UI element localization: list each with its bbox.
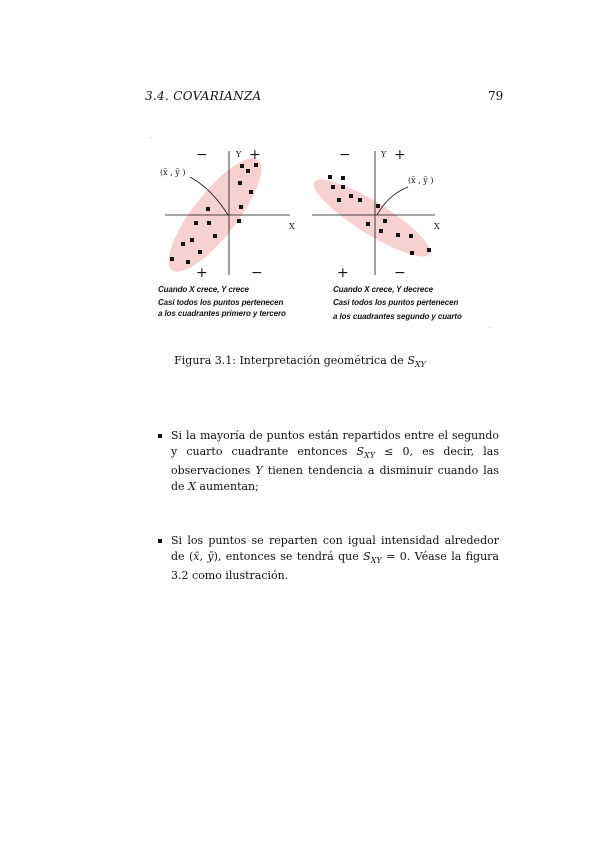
left-point xyxy=(213,234,217,238)
left-caption-line1: Cuando X crece, Y crece xyxy=(158,285,249,294)
right-sign-top-left: − xyxy=(339,147,351,163)
bullet-1-text-a: Si la mayoría de puntos están repartidos entre el segundo y cuarto cuadrante entonces xyxy=(171,429,499,458)
right-panel xyxy=(306,151,438,275)
right-y-label: Y xyxy=(381,150,387,159)
right-point xyxy=(366,222,370,226)
right-point xyxy=(331,185,335,189)
right-point xyxy=(427,248,431,252)
bullet-marker xyxy=(158,434,162,438)
left-point xyxy=(238,181,242,185)
figure-3-1 xyxy=(150,145,500,330)
bullet-2-math-mean: x̄, ȳ xyxy=(193,549,214,563)
right-point xyxy=(409,234,413,238)
bullet-1-math-sub: XY xyxy=(364,450,376,460)
stray-mark: . xyxy=(150,133,152,140)
right-point xyxy=(341,176,345,180)
caption-subscript: XY xyxy=(414,360,426,370)
right-point xyxy=(358,198,362,202)
left-point xyxy=(170,257,174,261)
left-sign-bottom-left: + xyxy=(196,265,208,281)
left-x-label: X xyxy=(289,222,295,231)
caption-symbol: S xyxy=(407,354,415,367)
bullet-1-math-s: S xyxy=(356,444,365,458)
scatter-diagrams xyxy=(150,145,500,285)
bullet-1-math-x: X xyxy=(188,479,196,493)
left-point xyxy=(186,260,190,264)
left-point xyxy=(194,221,198,225)
left-point xyxy=(207,221,211,225)
bullet-1-text-c: tienen tendencia a disminuir cuando las de xyxy=(171,464,499,493)
left-sign-bottom-right: − xyxy=(251,265,263,281)
right-point xyxy=(383,219,387,223)
left-point xyxy=(240,164,244,168)
bullet-1-math-y: Y xyxy=(255,464,263,478)
right-point xyxy=(349,194,353,198)
caption-text: Figura 3.1: Interpretación geométrica de xyxy=(174,354,408,367)
left-sign-top-left: − xyxy=(196,147,208,163)
bullet-2-math-sub: XY xyxy=(370,555,382,565)
right-caption-line2: Casi todos los puntos pertenecen xyxy=(333,298,459,307)
right-sign-bottom-left: + xyxy=(337,265,349,281)
bullet-2-text-b: ), entonces se tendrá que xyxy=(213,549,364,563)
left-point xyxy=(239,205,243,209)
right-point xyxy=(396,233,400,237)
right-caption-line1: Cuando X crece, Y decrece xyxy=(333,285,433,294)
right-point xyxy=(376,204,380,208)
right-point xyxy=(337,198,341,202)
left-point xyxy=(254,163,258,167)
bullet-paragraph-2 xyxy=(171,533,499,584)
page-header-section: 3.4. COVARIANZA xyxy=(145,89,262,103)
right-mean-label: (x̄ , ȳ ) xyxy=(408,176,434,185)
right-point xyxy=(410,251,414,255)
left-point xyxy=(237,219,241,223)
figure-caption xyxy=(0,354,600,369)
right-sign-bottom-right: − xyxy=(394,265,406,281)
left-point xyxy=(198,250,202,254)
bullet-2-text-c: = 0. Véase la figura 3.2 como ilustración. xyxy=(171,549,499,583)
left-y-label: Y xyxy=(236,150,242,159)
right-point xyxy=(379,229,383,233)
left-point xyxy=(181,242,185,246)
left-caption-line2: Casi todos los puntos pertenecen xyxy=(158,298,284,307)
left-sign-top-right: + xyxy=(249,147,261,163)
bullet-1-text-d: aumentan; xyxy=(195,479,259,493)
bullet-2-math-s: S xyxy=(363,549,371,563)
right-caption-line3: a los cuadrantes segundo y cuarto xyxy=(333,312,462,321)
bullet-2-text-a: Si los puntos se reparten con igual intensidad alrededor de ( xyxy=(171,534,499,563)
right-sign-top-right: + xyxy=(394,147,406,163)
bullet-1-text-b: ≤ 0, es decir, las observaciones xyxy=(171,444,499,478)
left-mean-label: (x̄ , ȳ ) xyxy=(160,168,186,177)
bullet-paragraph-1 xyxy=(171,428,499,494)
page-number: 79 xyxy=(488,89,504,103)
left-point xyxy=(206,207,210,211)
right-point xyxy=(328,175,332,179)
left-point xyxy=(190,238,194,242)
right-point xyxy=(341,185,345,189)
left-point xyxy=(246,169,250,173)
left-caption-line3: a los cuadrantes primero y tercero xyxy=(158,309,286,318)
left-point xyxy=(249,190,253,194)
stray-mark-2: . xyxy=(489,323,491,330)
left-panel xyxy=(155,146,290,283)
bullet-marker xyxy=(158,539,162,543)
right-x-label: X xyxy=(434,222,440,231)
